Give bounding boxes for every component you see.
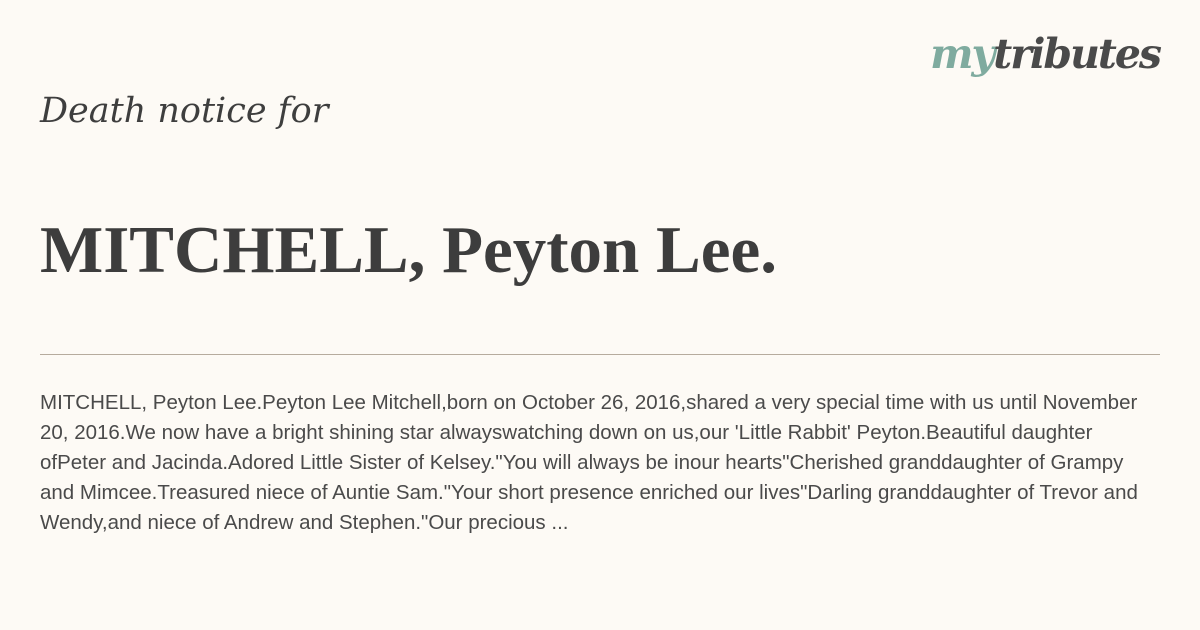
- deceased-name: MITCHELL, Peyton Lee.: [40, 213, 777, 287]
- divider: [40, 354, 1160, 355]
- notice-excerpt: MITCHELL, Peyton Lee.Peyton Lee Mitchell,born on October 26, 2016,shared a very special time with us until November 20, 2016.We now have a bright shining star alwayswatching down on us,our 'Little Rabbit' Peyton.Beautiful daughter ofPeter and Jacinda.Adored Little Sister of Kelsey."You will always be inour hearts"Cherished granddaughter of Grampy and Mimcee.Treasured niece of Auntie Sam."Your short presence enriched our lives"Darling granddaughter of Trevor and Wendy,and niece of Andrew and Stephen."Our precious ...: [40, 391, 1138, 534]
- logo-my: my: [930, 30, 994, 78]
- notice-label: Death notice for: [40, 91, 329, 131]
- logo-tributes: tributes: [993, 30, 1160, 78]
- mytributes-logo: [930, 30, 1160, 78]
